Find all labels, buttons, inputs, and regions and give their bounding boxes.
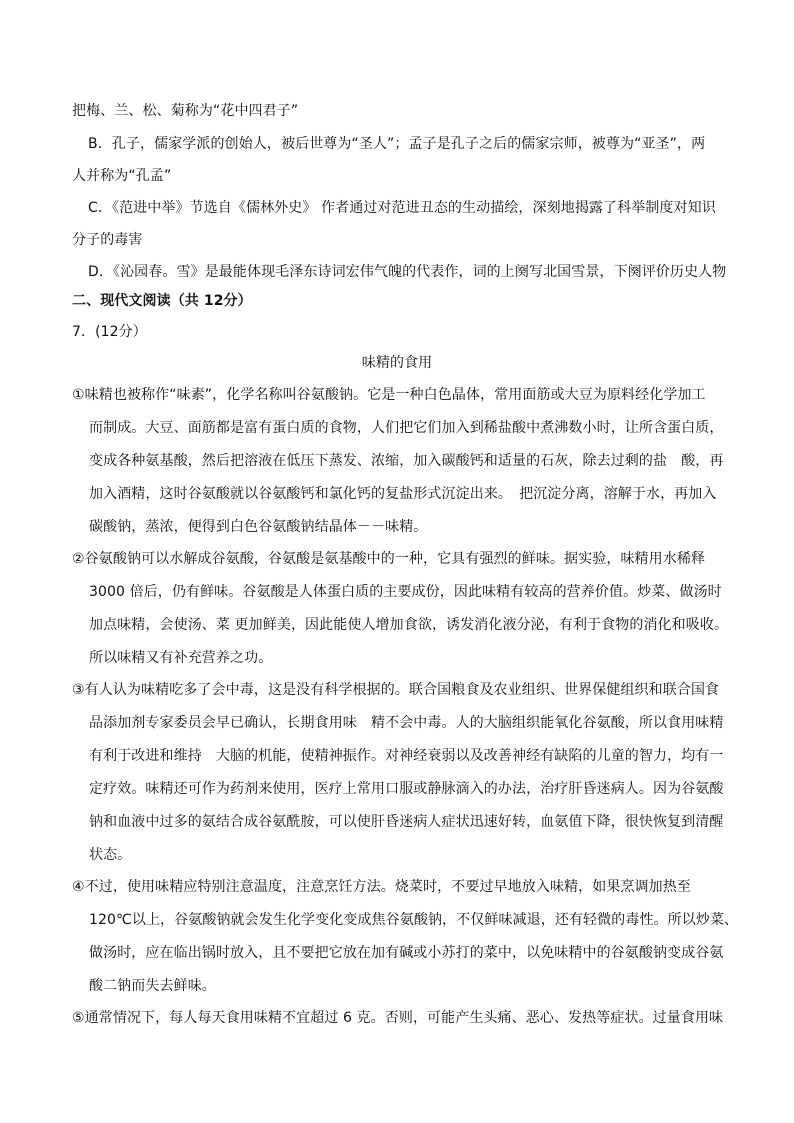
paragraph-3-line: 品添加剂专家委员会早已确认，长期食用味 精不会中毒。人的大脑组织能氧化谷氨酸，所以食用味精 [89,715,724,731]
paragraph-3-line: ③有人认为味精吃多了会中毒，这是没有科学根据的。联合国粮食及农业组织、世界保健组织和联合国食 [72,682,720,698]
option-b-line1: B．孔子，儒家学派的创始人，被后世尊为“圣人”；孟子是孔子之后的儒家宗师，被尊为“亚圣”，两 [88,136,706,152]
paragraph-1-line: ①味精也被称作“味素”，化学名称叫谷氨酸钠。它是一种白色晶体，常用面筋或大豆为原料经化学加工 [72,387,706,403]
paragraph-2-line: ②谷氨酸钠可以水解成谷氨酸，谷氨酸是氨基酸中的一种，它具有强烈的鲜味。据实验，味精用水稀释 [72,551,706,567]
paragraph-4-line: 120℃以上，谷氨酸钠就会发生化学变化变成焦谷氨酸钠，不仅鲜味减退，还有轻微的毒性。所以炒菜、 [89,912,739,928]
question-number: 7．(12分） [72,324,147,340]
paragraph-2-line: 3000 倍后，仍有鲜味。谷氨酸是人体蛋白质的主要成份，因此味精有较高的营养价值。炒菜、做汤时 [89,584,722,600]
article-title: 味精的食用 [361,355,433,371]
paragraph-1-line: 加入酒精，这时谷氨酸就以谷氨酸钙和氯化钙的复盐形式沉淀出来。 把沉淀分离，溶解于水，再加入 [89,486,717,502]
option-c-line1: C．《范进中举》节选自《儒林外史》 作者通过对范进丑态的生动描绘，深刻地揭露了科举制度对知识 [88,200,716,216]
paragraph-5-line: ⑤通常情况下，每人每天食用味精不宜超过 6 克。否则，可能产生头痛、恶心、发热等症状。过量食用味 [72,1010,724,1026]
paragraph-2-line: 加点味精，会使汤、菜 更加鲜美，因此能使人增加食欲，诱发消化液分泌，有利于食物的消化和吸收。 [89,617,729,633]
paragraph-4-line: 酸二钠而失去鲜味。 [89,978,216,994]
paragraph-3-line: 状态。 [89,847,132,863]
paragraph-1-line: 而制成。大豆、面筋都是富有蛋白质的食物，人们把它们加入到稀盐酸中煮沸数小时，让所含蛋白质， [89,420,724,436]
paragraph-4-line: ④不过，使用味精应特别注意温度，注意烹饪方法。烧菜时，不要过早地放入味精，如果烹调加热至 [72,879,691,895]
paragraph-1-line: 变成各种氨基酸，然后把溶液在低压下蒸发、浓缩，加入碳酸钙和适量的石灰，除去过剩的盐 酸，再 [89,453,724,469]
paragraph-3-line: 有利于改进和维持 大脑的机能，使精神振作。对神经衰弱以及改善神经有缺陷的儿童的智力，均有一 [89,748,724,764]
paragraph-2-line: 所以味精又有补充营养之功。 [89,650,273,666]
option-a-tail: 把梅、兰、松、菊称为“花中四君子” [72,103,299,119]
section-heading: 二、现代文阅读（共 12分） [72,293,252,309]
option-c-line2: 分子的毒害 [72,232,143,248]
paragraph-4-line: 做汤时，应在临出锅时放入，且不要把它放在加有碱或小苏打的菜中，以免味精中的谷氨酸钠变成谷氨 [89,945,724,961]
option-d-line1: D．《沁园春。雪》是最能体现毛泽东诗词宏伟气魄的代表作，词的上阕写北国雪景，下阕评价历史人物 [88,264,727,280]
paragraph-3-line: 钠和血液中过多的氨结合成谷氨酰胺，可以使肝昏迷病人症状迅速好转，血氨值下降，很快恢复到清醒 [89,814,724,830]
paragraph-1-line: 碳酸钠，蒸浓，便得到白色谷氨酸钠结晶体－－味精。 [89,519,428,535]
option-b-line2: 人并称为“孔孟” [72,168,172,184]
paragraph-3-line: 定疗效。味精还可作为药剂来使用，医疗上常用口服或静脉滴入的办法，治疗肝昏迷病人。因为谷氨酸 [89,781,724,797]
